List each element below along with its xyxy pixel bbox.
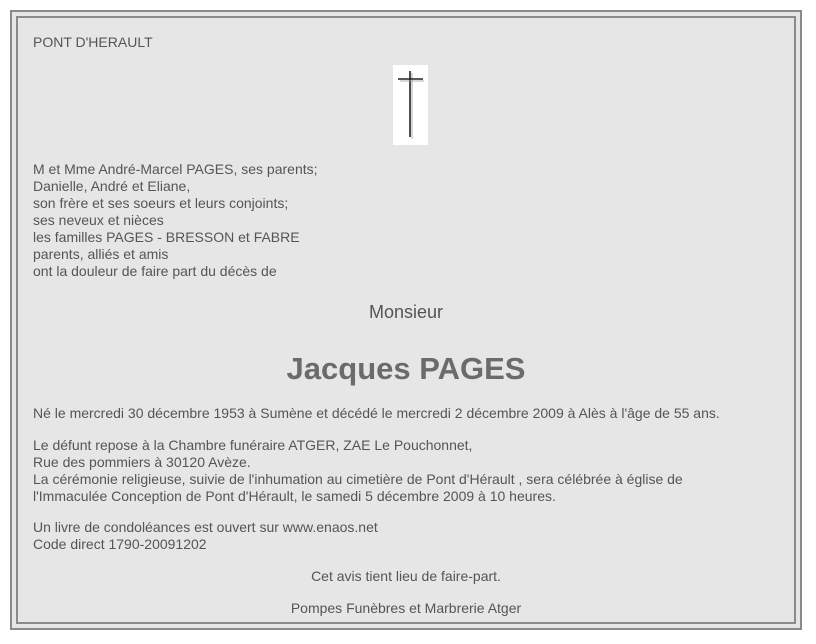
family-line: M et Mme André-Marcel PAGES, ses parents; xyxy=(33,161,318,177)
cross-icon xyxy=(393,65,428,145)
deceased-name: Jacques PAGES xyxy=(286,351,526,386)
family-line: Danielle, André et Eliane, xyxy=(33,178,191,194)
family-line: parents, alliés et amis xyxy=(33,246,169,262)
family-line: ont la douleur de faire part du décès de xyxy=(33,263,277,279)
arrangement-line: Le défunt repose à la Chambre funéraire ATGER, ZAE Le Pouchonnet, xyxy=(33,437,473,453)
location-heading: PONT D'HERAULT xyxy=(33,34,153,50)
deceased-title: Monsieur xyxy=(368,302,444,322)
family-line: les familles PAGES - BRESSON et FABRE xyxy=(33,229,300,245)
arrangement-line: Rue des pommiers à 30120 Avèze. xyxy=(33,454,251,470)
arrangement-line: La cérémonie religieuse, suivie de l'inhumation au cimetière de Pont d'Hérault , sera célébrée à église de xyxy=(33,471,683,487)
arrangement-line: l'Immaculée Conception de Pont d'Hérault, le samedi 5 décembre 2009 à 10 heures. xyxy=(33,488,556,504)
notice-inner-frame xyxy=(16,16,796,624)
condolences-line: Un livre de condoléances est ouvert sur www.enaos.net xyxy=(33,519,378,535)
funeral-company: Pompes Funèbres et Marbrerie Atger xyxy=(290,600,522,616)
birth-death-details: Né le mercredi 30 décembre 1953 à Sumène et décédé le mercredi 2 décembre 2009 à Alès à l'âge de 55 ans. xyxy=(33,405,720,421)
condolences-code: Code direct 1790-20091202 xyxy=(33,536,207,552)
family-line: son frère et ses soeurs et leurs conjoints; xyxy=(33,195,289,211)
notice-frame xyxy=(10,10,802,630)
notice-content xyxy=(18,18,794,622)
faire-part-notice: Cet avis tient lieu de faire-part. xyxy=(311,568,501,584)
family-line: ses neveux et nièces xyxy=(33,212,164,228)
